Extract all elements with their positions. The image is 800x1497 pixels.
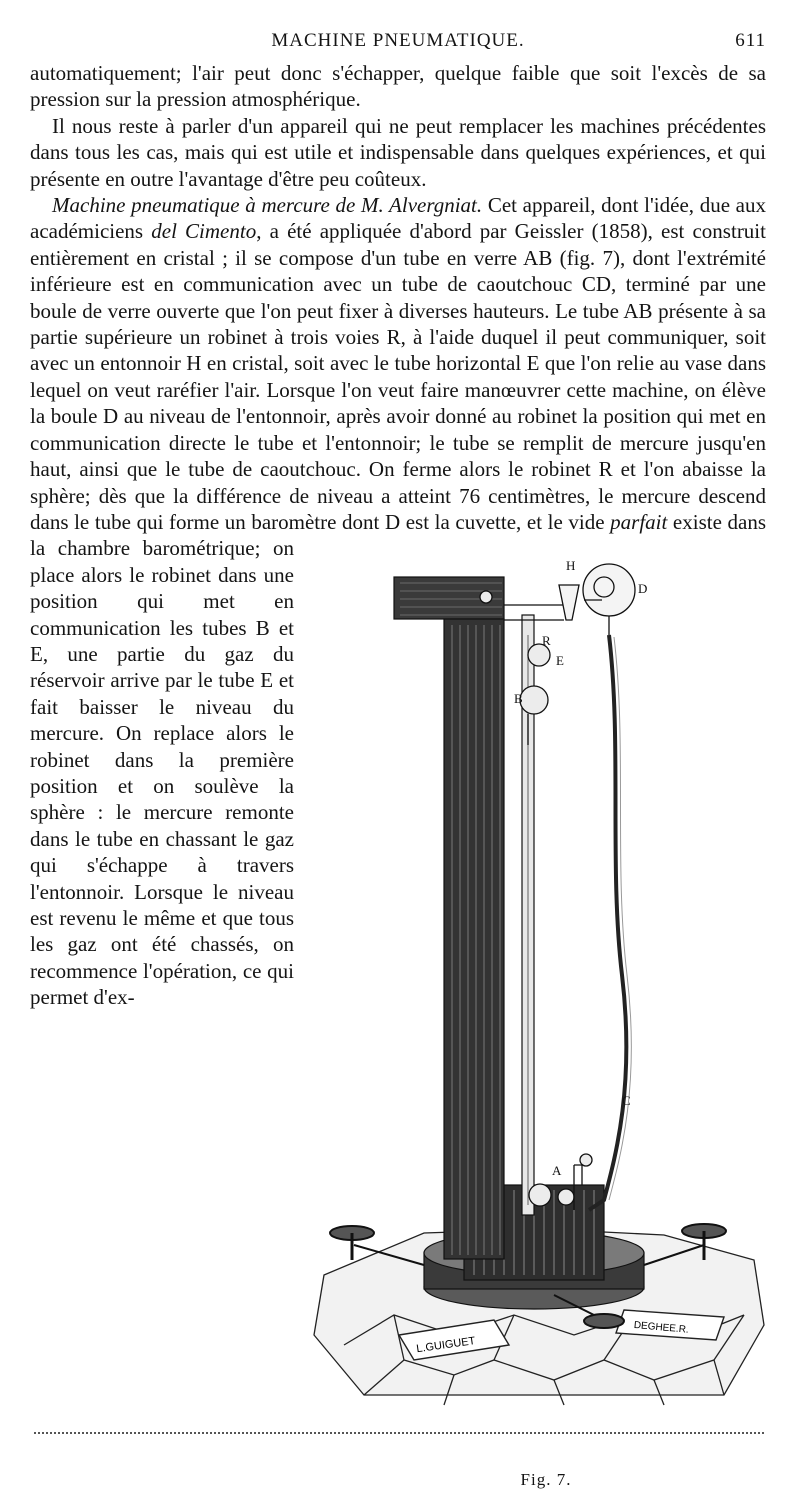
paragraph-3-title: Machine pneumatique à mercure de M. Alvergniat.	[52, 193, 483, 218]
column	[394, 577, 504, 1259]
pneumatic-machine-illustration	[304, 545, 766, 1465]
rubber-tube	[589, 635, 626, 1210]
label-d: D	[638, 581, 648, 597]
engraver-left: L.GUIGUET	[415, 1335, 477, 1356]
page-number: 611	[735, 30, 766, 51]
paragraph-2: Il nous reste à parler d'un appareil qui ne peut remplacer les machines précédentes dans tous les cas, mais qui est utile et indispensable dans quelques expériences, et qui présente en outre l'avantage d'être peu coûteux.	[30, 113, 766, 191]
label-c: C	[622, 1093, 631, 1109]
figure-caption: Fig. 7.	[520, 1470, 572, 1490]
label-a: A	[552, 1163, 562, 1179]
paragraph-3	[30, 192, 766, 1490]
label-b: B	[514, 691, 523, 707]
paragraph-3-part-c: existe dans la chambre barométrique; on place alors le robinet dans une position qui met en communication les tubes B et E, une partie du gaz du réservoir arrive par le tube E et fait baisser le niveau du mercure. On replace alors le robinet dans la première position et on soulève la sphère : le mercure remonte dans le tube en chassant le gaz qui s'échappe à travers l'entonnoir. Lorsque le niveau est revenu le même et que tous les gaz ont été chassés, on recommence l'opération, ce qui permet d'ex-	[30, 509, 766, 1010]
label-h: H	[566, 558, 576, 574]
paragraph-1: automatiquement; l'air peut donc s'échapper, quelque faible que soit l'excès de sa pression sur la pression atmosphérique.	[30, 61, 766, 112]
engraver-right: DEGHEE.R.	[633, 1320, 690, 1337]
running-head	[30, 30, 766, 56]
text-block	[30, 60, 766, 1497]
label-r: R	[542, 633, 551, 649]
bottom-dotted-rule	[34, 1432, 764, 1434]
parfait: parfait	[610, 509, 668, 534]
paragraph-3-part-b: , a été appliquée d'abord par Geissler (1858), est construit entièrement en cristal ; il se compose d'un tube en verre AB (fig. 7), dont l'extrémité inférieure est en communication avec un tube de caoutchouc CD, terminé par une boule de verre ouverte que l'on peut fixer à diverses hauteurs. Le tube AB présente à sa partie supérieure un robinet à trois voies R, à l'aide duquel il peut communiquer, soit avec un entonnoir H en cristal, soit avec le tube horizontal E que l'on relie au vase dans lequel on veut raréfier l'air. Lorsque l'on veut faire manœuvrer cette machine, on élève la boule D au niveau de l'entonnoir, après avoir donné au robinet la position qui met en communication directe le tube et l'entonnoir; le tube se remplit de mercure jusqu'en haut, ainsi que le tube de caoutchouc. On ferme alors le robinet R et l'on abaisse la sphère; dès que la différence de niveau a atteint 76 centimètres, le mercure descend dans le tube qui forme un baromètre dont D est la cuvette, et le vide	[30, 219, 766, 534]
paragraph-3-part-a: Cet appareil, dont l'idée, due aux académiciens	[30, 193, 766, 244]
del-cimento: del Cimento	[151, 219, 257, 244]
figure-7	[304, 535, 766, 1497]
label-e: E	[556, 653, 564, 669]
running-title: MACHINE PNEUMATIQUE.	[271, 30, 525, 51]
